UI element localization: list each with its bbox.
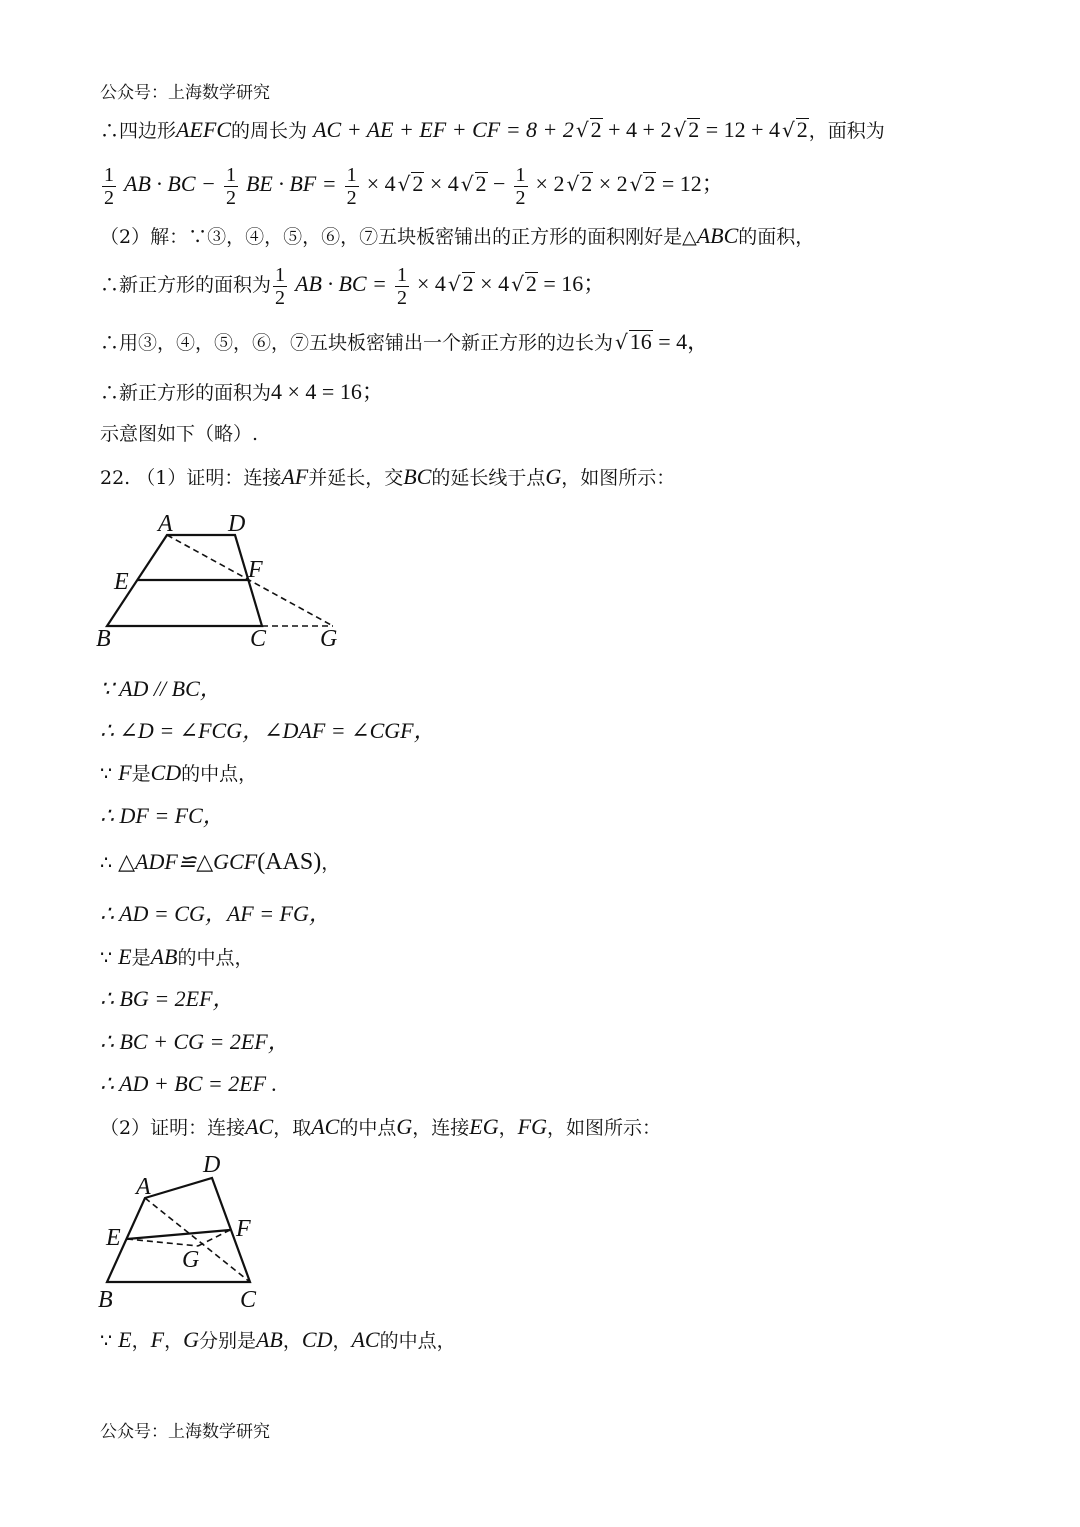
text: 的延长线于点 bbox=[431, 467, 546, 489]
text: （2）解：∵③，④，⑤，⑥，⑦五块板密铺出的正方形的面积刚好是△ bbox=[100, 226, 697, 248]
proof-line-5: ∴ △ADF≌△GCF(AAS)， bbox=[100, 849, 341, 875]
radicand: 2 bbox=[590, 117, 602, 142]
radicand: 16 bbox=[629, 329, 652, 354]
math: − bbox=[487, 171, 506, 196]
part2-proof-intro: （2）证明：连接AC，取AC的中点G，连接EG，FG，如图所示： bbox=[100, 1114, 661, 1139]
proof-line-8: ∴ BG = 2EF， bbox=[100, 986, 235, 1011]
proof-line-4: ∴ DF = FC， bbox=[100, 803, 225, 828]
radicand: 2 bbox=[581, 171, 593, 196]
math: BE · BF = bbox=[245, 171, 337, 196]
label-d: D bbox=[228, 511, 246, 537]
area-result-line bbox=[100, 380, 384, 405]
math: 4 × 4 = 16； bbox=[271, 379, 384, 404]
quadrilateral-figure-2 bbox=[90, 1150, 280, 1315]
text: ∴新正方形的面积为 bbox=[100, 382, 272, 404]
radicand: 2 bbox=[688, 117, 700, 142]
radicand: 2 bbox=[525, 271, 537, 296]
radical-icon: √ bbox=[615, 330, 628, 354]
proof-line-1: ∵ AD // BC， bbox=[100, 676, 222, 701]
segment-ef bbox=[127, 1230, 230, 1239]
perimeter-line bbox=[100, 118, 885, 143]
math: × 2 bbox=[593, 171, 628, 196]
text: ，面积为 bbox=[808, 120, 885, 142]
fraction: $\frac{1}{2}$ bbox=[225, 163, 236, 209]
text: 22. （1）证明：连接 bbox=[100, 467, 282, 489]
text: ∴用③，④，⑤，⑥，⑦五块板密铺出一个新正方形的边长为 bbox=[100, 332, 614, 354]
label-f: F bbox=[236, 1216, 251, 1242]
radical-icon: √ bbox=[447, 272, 461, 296]
fraction: $\frac{1}{2}$ bbox=[346, 163, 357, 209]
label-a: A bbox=[136, 1174, 151, 1200]
radical-icon: √ bbox=[629, 172, 643, 196]
question-22-line bbox=[100, 465, 675, 490]
proof-line-3: ∵ F是CD的中点， bbox=[100, 760, 258, 785]
radicand: 2 bbox=[462, 271, 474, 296]
label-f: F bbox=[248, 557, 263, 583]
radicand: 2 bbox=[412, 171, 424, 196]
math: BC bbox=[403, 464, 432, 489]
label-a: A bbox=[158, 511, 173, 537]
math: AB · BC = bbox=[295, 271, 387, 296]
math: ABC bbox=[696, 223, 739, 248]
label-e: E bbox=[114, 569, 129, 595]
math: AB · BC − bbox=[124, 171, 216, 196]
label-b: B bbox=[98, 1287, 113, 1313]
text: 的周长为 bbox=[231, 120, 308, 142]
proof-line-2: ∴ ∠D = ∠FCG，∠DAF = ∠CGF， bbox=[100, 718, 436, 743]
text: ∴新正方形的面积为 bbox=[100, 274, 272, 296]
math: AEFC bbox=[176, 117, 232, 142]
fraction: $\frac{1}{2}$ bbox=[396, 263, 407, 309]
trapezoid-figure-1 bbox=[90, 505, 360, 655]
text: 的面积， bbox=[738, 226, 815, 248]
math: × 4 bbox=[424, 171, 459, 196]
math: AF bbox=[281, 464, 309, 489]
segment-eg-dashed bbox=[127, 1239, 198, 1246]
math: × 2 bbox=[535, 171, 565, 196]
midpoints-line: ∵ E，F，G分别是AB，CD，AC的中点， bbox=[100, 1327, 456, 1352]
radical-icon: √ bbox=[566, 172, 580, 196]
proof-line-7: ∵ E是AB的中点， bbox=[100, 944, 254, 969]
math: = 12； bbox=[656, 171, 724, 196]
proof-line-9: ∴ BC + CG = 2EF， bbox=[100, 1029, 290, 1054]
radical-icon: √ bbox=[460, 172, 474, 196]
proof-line-6: ∴ AD = CG，AF = FG， bbox=[100, 901, 331, 926]
radicand: 2 bbox=[796, 117, 808, 142]
text: 并延长，交 bbox=[308, 467, 404, 489]
label-e: E bbox=[106, 1225, 121, 1251]
radicand: 2 bbox=[475, 171, 487, 196]
watermark-header: 公众号：上海数学研究 bbox=[100, 83, 270, 103]
math: × 4 bbox=[474, 271, 510, 296]
radical-icon: √ bbox=[782, 118, 795, 142]
math: G bbox=[545, 464, 562, 489]
label-c: C bbox=[250, 626, 267, 652]
radical-icon: √ bbox=[511, 272, 524, 296]
radicand: 2 bbox=[644, 171, 656, 196]
part2-intro-line bbox=[100, 224, 814, 249]
text: ∴四边形 bbox=[100, 120, 177, 142]
watermark-footer: 公众号：上海数学研究 bbox=[100, 1422, 270, 1442]
radical-icon: √ bbox=[397, 172, 411, 196]
fraction: $\frac{1}{2}$ bbox=[104, 163, 114, 209]
math: = 16； bbox=[537, 271, 606, 296]
math: + 4 + 2 bbox=[602, 117, 672, 142]
sketch-note-line: 示意图如下（略）. bbox=[100, 423, 259, 445]
math: × 4 bbox=[366, 171, 396, 196]
math: × 4 bbox=[417, 271, 446, 296]
area-line bbox=[100, 160, 724, 209]
radical-icon: √ bbox=[575, 118, 589, 142]
new-square-area-line bbox=[100, 260, 605, 309]
math: AC + AE + EF + CF = 8 + 2 bbox=[313, 117, 574, 142]
fraction: $\frac{1}{2}$ bbox=[515, 163, 526, 209]
label-b: B bbox=[96, 626, 111, 652]
math: = 12 + 4 bbox=[700, 117, 781, 142]
label-c: C bbox=[240, 1287, 257, 1313]
label-g: G bbox=[320, 626, 338, 652]
text: ，如图所示： bbox=[561, 467, 676, 489]
radical-icon: √ bbox=[673, 118, 687, 142]
label-g: G bbox=[182, 1247, 200, 1273]
fraction: $\frac{1}{2}$ bbox=[275, 263, 286, 309]
proof-line-10: ∴ AD + BC = 2EF . bbox=[100, 1071, 278, 1096]
math: = 4， bbox=[652, 329, 710, 354]
label-d: D bbox=[203, 1152, 221, 1178]
side-length-line bbox=[100, 330, 709, 355]
